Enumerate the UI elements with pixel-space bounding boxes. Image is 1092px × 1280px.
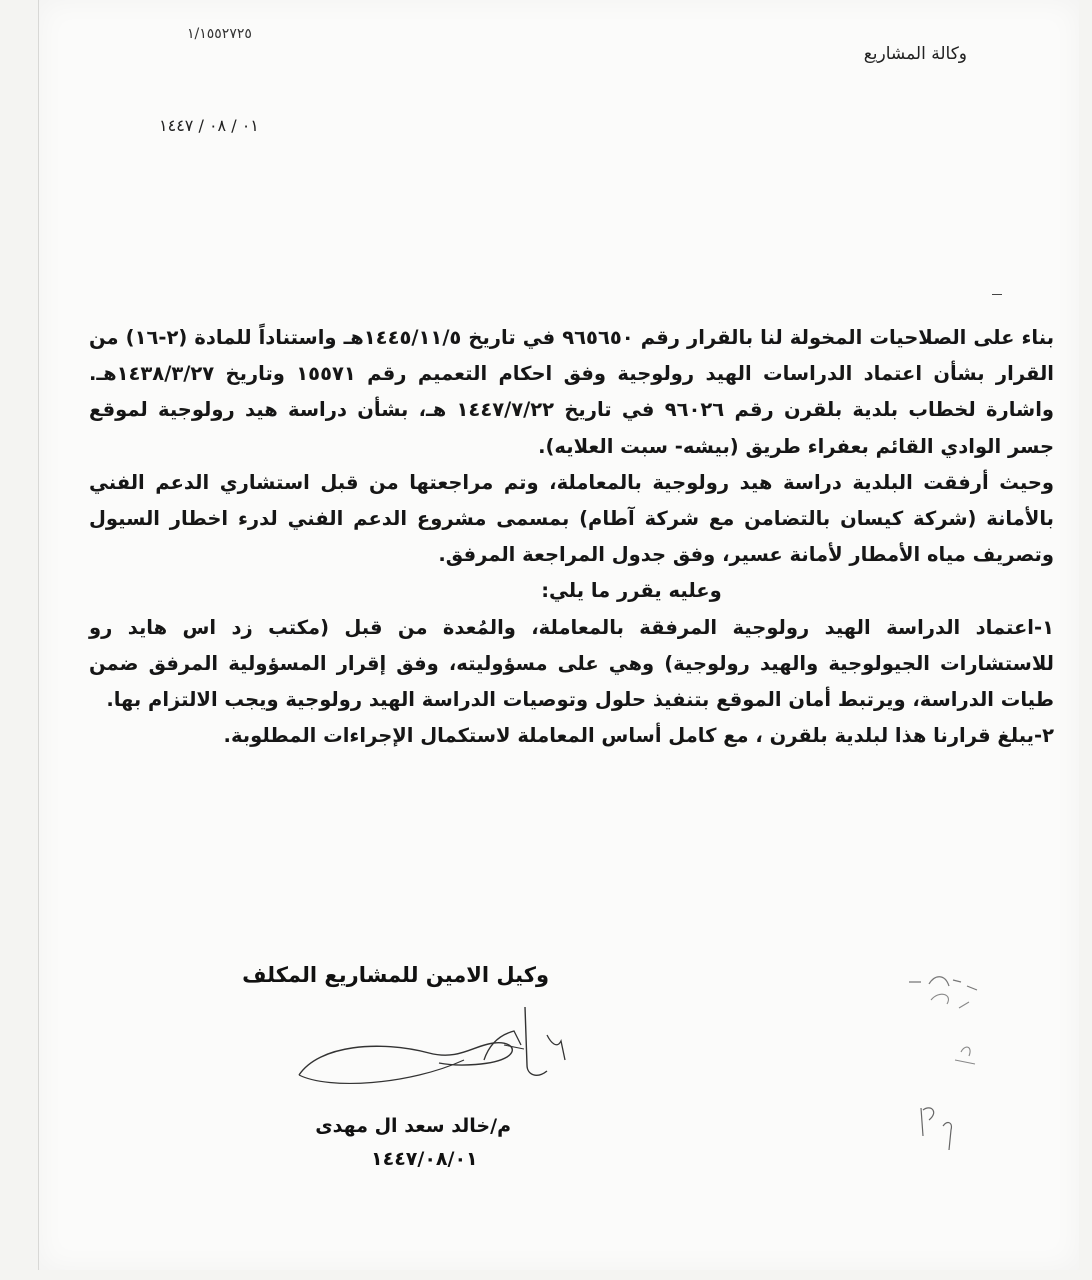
handwritten-signature xyxy=(289,1005,589,1100)
document-body xyxy=(89,320,1054,754)
signatory-name: م/خالد سعد ال مهدى xyxy=(315,1115,511,1137)
paragraph-authority: بناء على الصلاحيات المخولة لنا بالقرار رقم ٩٦٥٦٥٠ في تاريخ ١٤٤٥/١١/٥هـ واستناداً للمادة (٢-١٦) من القرار بشأن اعتماد الدراسات الهيد رولوجية وفق احكام التعميم رقم ١٥٥٧١ وتاريخ ١٤٣٨/٣/٢٧هـ. واشارة لخطاب بلدية بلقرن رقم ٩٦٠٢٦ في تاريخ ١٤٤٧/٧/٢٢ هـ، بشأن دراسة هيد رولوجية لموقع جسر الوادي القائم بعفراء طريق (بيشه- سبت العلايه). xyxy=(89,326,1055,458)
resolution-intro: وعليه يقرر ما يلي: xyxy=(541,579,722,603)
document-page xyxy=(38,0,1079,1270)
signatory-title: وكيل الامين للمشاريع المكلف xyxy=(242,963,549,987)
department-heading: وكالة المشاريع xyxy=(863,44,967,64)
initials-marks xyxy=(869,960,999,1160)
document-date: ٠١ / ٠٨ / ١٤٤٧ xyxy=(159,116,259,135)
signature-date: ١٤٤٧/٠٨/٠١ xyxy=(371,1148,478,1170)
paragraph-review: وحيث أرفقت البلدية دراسة هيد رولوجية بالمعاملة، وتم مراجعتها من قبل استشاري الدعم الفني بالأمانة (شركة كيسان بالتضامن مع شركة آطام) بمسمى مشروع الدعم الفني لدرء اخطار السيول وتصريف مياه الأمطار لأمانة عسير، وفق جدول المراجعة المرفق. xyxy=(89,470,1054,567)
small-dash xyxy=(992,294,1002,295)
resolution-item-2: ٢-يبلغ قرارنا هذا لبلدية بلقرن ، مع كامل أساس المعاملة لاستكمال الإجراءات المطلوبة. xyxy=(223,724,1054,748)
reference-number: ١/١٥٥٢٧٢٥ xyxy=(187,26,252,42)
resolution-item-1: ١-اعتماد الدراسة الهيد رولوجية المرفقة بالمعاملة، والمُعدة من قبل (مكتب زد اس هايد رو للاستشارات الجيولوجية والهيد رولوجية) وهي على مسؤوليته، وفق إقرار المسؤولية المرفق ضمن طيات الدراسة، ويرتبط أمان الموقع بتنفيذ حلول وتوصيات الدراسة الهيد رولوجية ويجب الالتزام بها. xyxy=(89,615,1054,712)
